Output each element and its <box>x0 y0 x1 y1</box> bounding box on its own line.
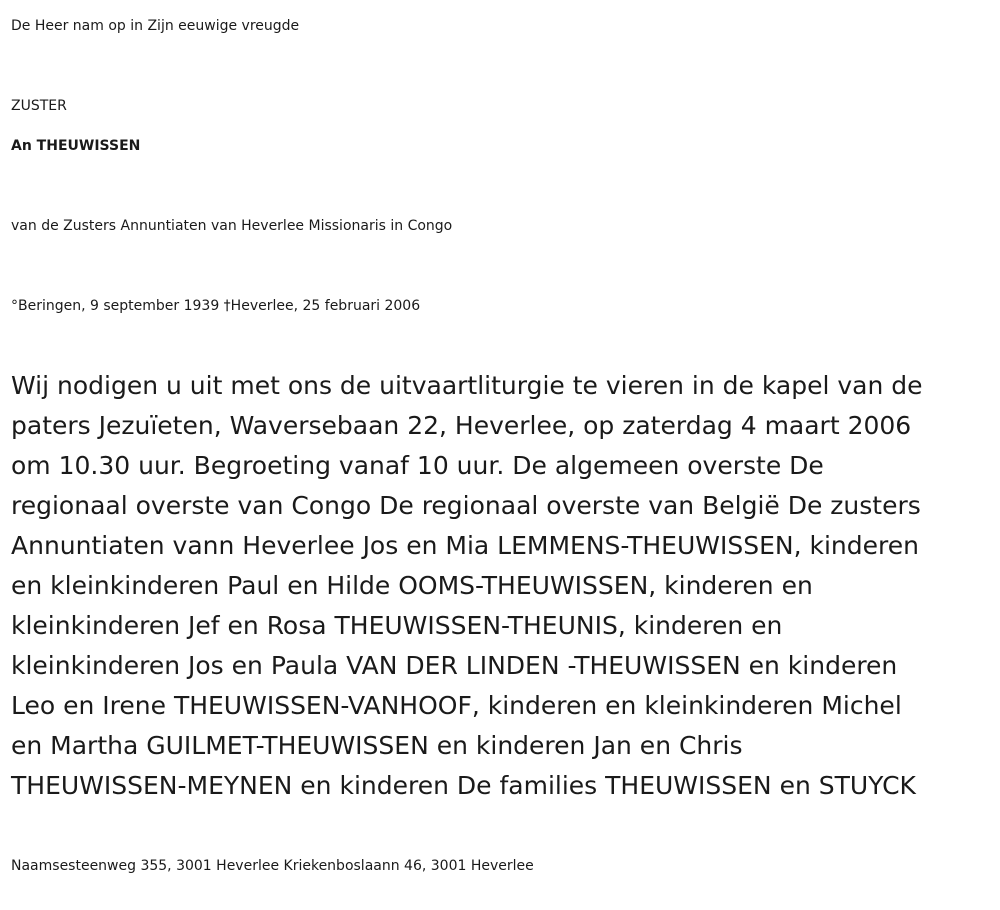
invitation-line: kleinkinderen Jos en Paula VAN DER LINDEN -THEUWISSEN en kinderen <box>11 651 898 680</box>
birth-death-dates: °Beringen, 9 september 1939 †Heverlee, 25 februari 2006 <box>11 298 421 314</box>
spacer <box>11 246 1000 286</box>
spacer <box>11 806 1000 846</box>
intro-text: De Heer nam op in Zijn eeuwige vreugde <box>11 18 300 34</box>
invitation-line: en Martha GUILMET-THEUWISSEN en kinderen Jan en Chris <box>11 731 743 760</box>
deceased-name: An THEUWISSEN <box>11 138 141 154</box>
invitation-paragraph <box>11 366 991 806</box>
invitation-line: om 10.30 uur. Begroeting vanaf 10 uur. De algemeen overste De <box>11 451 824 480</box>
invitation-line: Wij nodigen u uit met ons de uitvaartliturgie te vieren in de kapel van de <box>11 371 923 400</box>
spacer <box>11 46 1000 86</box>
title-text: ZUSTER <box>11 98 67 114</box>
invitation-line: en kleinkinderen Paul en Hilde OOMS-THEUWISSEN, kinderen en <box>11 571 813 600</box>
spacer <box>11 326 1000 366</box>
invitation-line: Annuntiaten vann Heverlee Jos en Mia LEMMENS-THEUWISSEN, kinderen <box>11 531 919 560</box>
affiliation-text: van de Zusters Annuntiaten van Heverlee Missionaris in Congo <box>11 218 453 234</box>
invitation-line: paters Jezuïeten, Waversebaan 22, Heverlee, op zaterdag 4 maart 2006 <box>11 411 912 440</box>
invitation-line: kleinkinderen Jef en Rosa THEUWISSEN-THEUNIS, kinderen en <box>11 611 783 640</box>
addresses-text: Naamsesteenweg 355, 3001 Heverlee Kriekenboslaann 46, 3001 Heverlee <box>11 858 534 874</box>
spacer <box>11 166 1000 206</box>
invitation-line: THEUWISSEN-MEYNEN en kinderen De families THEUWISSEN en STUYCK <box>11 771 916 800</box>
invitation-line: regionaal overste van Congo De regionaal overste van België De zusters <box>11 491 921 520</box>
invitation-line: Leo en Irene THEUWISSEN-VANHOOF, kinderen en kleinkinderen Michel <box>11 691 902 720</box>
